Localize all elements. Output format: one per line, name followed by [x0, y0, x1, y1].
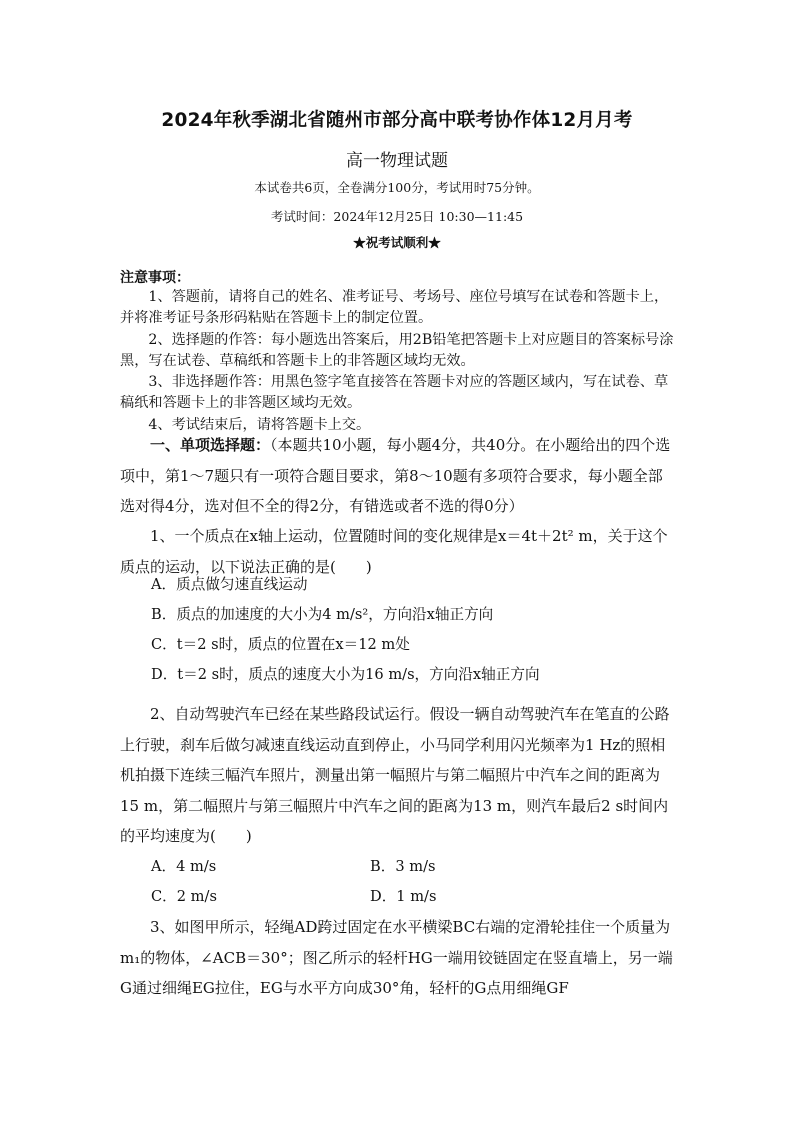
- section-instructions: [120, 430, 675, 522]
- question-1-options: [151, 570, 540, 690]
- section-single-choice: [120, 430, 675, 522]
- exam-info-time: 考试时间：2024年12月25日 10:30—11:45: [270, 209, 524, 224]
- option-c: C．t＝2 s时，质点的位置在x＝12 m处: [151, 636, 410, 653]
- section-text: （本题共10小题，每小题4分，共40分。在小题给出的四个选项中，第1～7题只有一项符合题目要求，第8～10题有多项符合要求，每小题全部选对得4分，选对但不全的得2分，有错选或者不选的得0分）: [120, 436, 671, 515]
- note-item: 2、选择题的作答：每小题选出答案后，用2B铅笔把答题卡上对应题目的答案标号涂黑，写在试卷、草稿纸和答题卡上的非答题区域均无效。: [120, 331, 674, 369]
- notes-heading: 注意事项：: [120, 270, 190, 286]
- section-heading: 一、单项选择题：: [150, 436, 271, 454]
- question-stem: 1、一个质点在x轴上运动，位置随时间的变化规律是x＝4t＋2t² m，关于这个质点的运动，以下说法正确的是( ): [120, 527, 668, 576]
- option-c: C．2 m/s: [151, 888, 217, 905]
- exam-title: 2024年秋季湖北省随州市部分高中联考协作体12月月考: [161, 110, 633, 131]
- option-b: B．3 m/s: [370, 858, 436, 875]
- question-2-options: [151, 852, 591, 912]
- note-item: 1、答题前，请将自己的姓名、准考证号、考场号、座位号填写在试卷和答题卡上，并将准考证号条形码粘贴在答题卡上的制定位置。: [120, 289, 669, 327]
- good-luck-banner: ★祝考试顺利★: [353, 235, 441, 250]
- question-3-stem: [120, 912, 675, 1004]
- option-d: D．1 m/s: [370, 888, 437, 905]
- question-2-stem: [120, 699, 675, 852]
- question-stem: 2、自动驾驶汽车已经在某些路段试运行。假设一辆自动驾驶汽车在笔直的公路上行驶，刹车后做匀减速直线运动直到停止，小马同学利用闪光频率为1 Hz的照相机拍摄下连续三幅汽车照片，测量出第一幅照片与第二幅照片中汽车之间的距离为15 m，第二幅照片与第三幅照片中汽车之间的距离为13 m，则汽车最后2 s时间内的平均速度为( ): [120, 705, 670, 845]
- option-a: A．4 m/s: [151, 858, 217, 875]
- notes-list: [120, 287, 675, 436]
- question-stem: 3、如图甲所示，轻绳AD跨过固定在水平横梁BC右端的定滑轮挂住一个质量为m₁的物体，∠ACB＝30°；图乙所示的轻杆HG一端用铰链固定在竖直墙上，另一端G通过细绳EG拉住，EG与水平方向成30°角，轻杆的G点用细绳GF: [120, 918, 673, 997]
- option-d: D．t＝2 s时，质点的速度大小为16 m/s，方向沿x轴正方向: [151, 666, 540, 683]
- exam-subtitle: 高一物理试题: [346, 151, 448, 171]
- option-a: A．质点做匀速直线运动: [151, 576, 308, 593]
- exam-info-pages-score: 本试卷共6页，全卷满分100分，考试用时75分钟。: [254, 180, 540, 195]
- option-b: B．质点的加速度的大小为4 m/s²，方向沿x轴正方向: [151, 606, 494, 623]
- note-item: 3、非选择题作答：用黑色签字笔直接答在答题卡对应的答题区域内，写在试卷、草稿纸和答题卡上的非答题区域均无效。: [120, 374, 669, 412]
- note-item: 4、考试结束后，请将答题卡上交。: [148, 416, 371, 433]
